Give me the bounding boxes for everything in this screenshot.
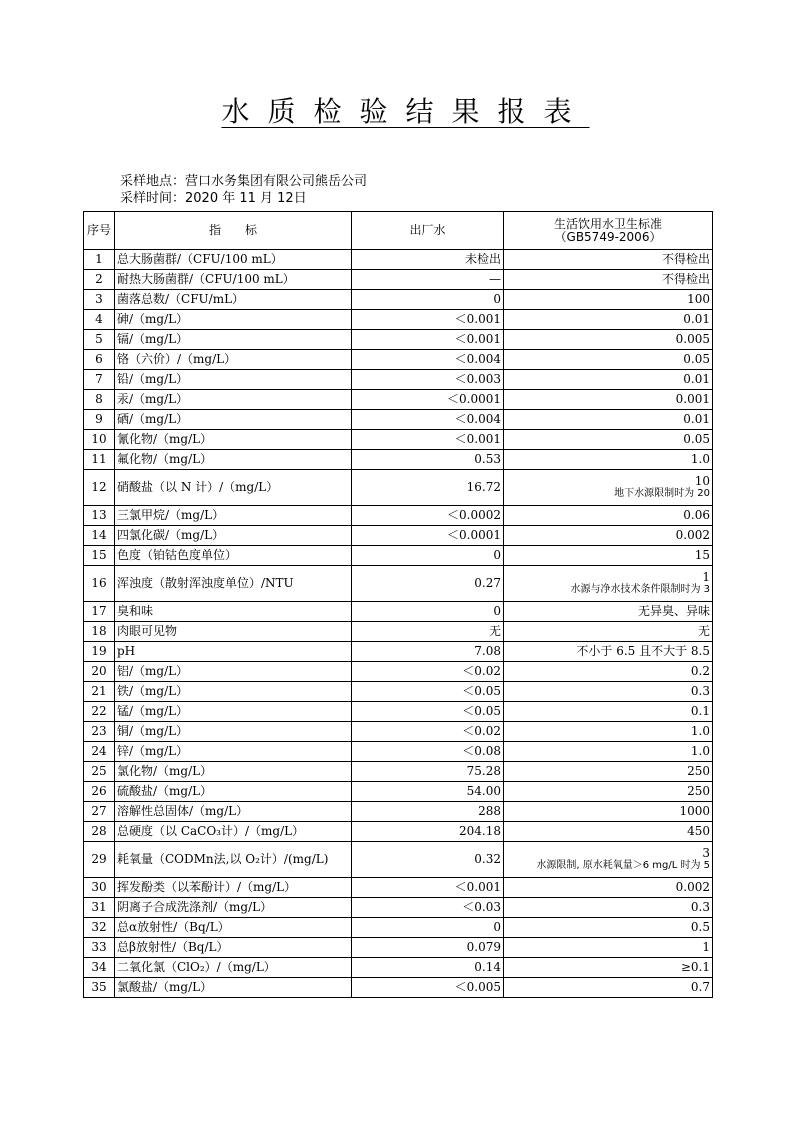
row-indicator: 镉/（mg/L） <box>115 330 352 350</box>
row-standard <box>504 802 713 822</box>
row-standard-value: 0.7 <box>690 980 710 994</box>
table-row <box>84 526 713 546</box>
table-row <box>84 802 713 822</box>
row-number: 8 <box>84 390 115 410</box>
row-indicator: 四氯化碳/（mg/L） <box>115 526 352 546</box>
table-row <box>84 742 713 762</box>
header-indicator: 指 标 <box>115 212 352 250</box>
table-row <box>84 978 713 998</box>
row-standard-value: 0.3 <box>690 684 710 698</box>
table-row <box>84 546 713 566</box>
row-number: 19 <box>84 642 115 662</box>
report-title <box>0 94 793 130</box>
row-number: 5 <box>84 330 115 350</box>
row-number: 30 <box>84 878 115 898</box>
row-number: 28 <box>84 822 115 842</box>
row-indicator: 铁/（mg/L） <box>115 682 352 702</box>
row-outlet-value: ＜0.004 <box>352 410 504 430</box>
row-indicator: 三氯甲烷/（mg/L） <box>115 506 352 526</box>
row-outlet-value: 0.079 <box>352 938 504 958</box>
row-indicator: 锰/（mg/L） <box>115 702 352 722</box>
row-number: 7 <box>84 370 115 390</box>
table-row <box>84 310 713 330</box>
row-standard <box>504 350 713 370</box>
table-row <box>84 470 713 506</box>
row-standard <box>504 602 713 622</box>
row-number: 24 <box>84 742 115 762</box>
row-indicator: 耗氧量（CODMn法,以 O₂计）/(mg/L) <box>115 842 352 878</box>
row-outlet-value: 无 <box>352 622 504 642</box>
row-standard <box>504 702 713 722</box>
row-indicator: 氟化物/（mg/L） <box>115 450 352 470</box>
row-standard <box>504 642 713 662</box>
row-standard-value: 0.5 <box>690 920 710 934</box>
header-seq: 序号 <box>84 212 115 250</box>
row-standard <box>504 566 713 602</box>
row-number: 13 <box>84 506 115 526</box>
row-number: 17 <box>84 602 115 622</box>
row-standard-value: 100 <box>687 292 710 306</box>
row-outlet-value: ＜0.001 <box>352 330 504 350</box>
row-number: 4 <box>84 310 115 330</box>
row-number: 3 <box>84 290 115 310</box>
header-standard <box>504 212 713 250</box>
row-standard <box>504 526 713 546</box>
row-standard-value: 1 <box>702 940 710 954</box>
row-standard-value: 0.06 <box>683 508 710 522</box>
row-standard <box>504 622 713 642</box>
table-row <box>84 958 713 978</box>
row-outlet-value: ＜0.001 <box>352 878 504 898</box>
row-standard <box>504 370 713 390</box>
table-row <box>84 642 713 662</box>
row-outlet-value: — <box>352 270 504 290</box>
table-row <box>84 250 713 270</box>
row-indicator: 总硬度（以 CaCO₃计）/（mg/L） <box>115 822 352 842</box>
row-standard-value: 0.002 <box>675 880 710 894</box>
row-standard-value: 250 <box>687 764 710 778</box>
row-number: 27 <box>84 802 115 822</box>
table-row <box>84 918 713 938</box>
row-outlet-value: 204.18 <box>352 822 504 842</box>
row-indicator: 浑浊度（散射浑浊度单位）/NTU <box>115 566 352 602</box>
row-standard <box>504 822 713 842</box>
row-standard <box>504 330 713 350</box>
row-outlet-value: ＜0.003 <box>352 370 504 390</box>
table-row <box>84 682 713 702</box>
table-row <box>84 602 713 622</box>
row-standard <box>504 742 713 762</box>
row-indicator: 色度（铂钴色度单位） <box>115 546 352 566</box>
table-row <box>84 822 713 842</box>
row-standard-value: 不得检出 <box>661 252 710 266</box>
row-standard-value: 1.0 <box>690 452 710 466</box>
row-indicator: 铅/（mg/L） <box>115 370 352 390</box>
row-standard-value: 0.05 <box>683 352 710 366</box>
row-outlet-value: ＜0.02 <box>352 722 504 742</box>
row-standard-value: 15 <box>694 548 710 562</box>
row-standard <box>504 270 713 290</box>
row-standard-value: 1.0 <box>690 744 710 758</box>
table-row <box>84 430 713 450</box>
row-standard <box>504 410 713 430</box>
row-indicator: 菌落总数/（CFU/mL） <box>115 290 352 310</box>
row-outlet-value: 0.14 <box>352 958 504 978</box>
table-row <box>84 878 713 898</box>
row-indicator: pH <box>115 642 352 662</box>
row-number: 20 <box>84 662 115 682</box>
row-outlet-value: ＜0.001 <box>352 430 504 450</box>
row-indicator: 溶解性总固体/（mg/L） <box>115 802 352 822</box>
row-outlet-value: ＜0.02 <box>352 662 504 682</box>
row-indicator: 耐热大肠菌群/（CFU/100 mL） <box>115 270 352 290</box>
row-indicator: 铝/（mg/L） <box>115 662 352 682</box>
table-row <box>84 290 713 310</box>
row-number: 25 <box>84 762 115 782</box>
row-number: 6 <box>84 350 115 370</box>
row-standard-value: 不得检出 <box>661 272 710 286</box>
row-indicator: 肉眼可见物 <box>115 622 352 642</box>
row-indicator: 总大肠菌群/（CFU/100 mL） <box>115 250 352 270</box>
row-indicator: 臭和味 <box>115 602 352 622</box>
row-indicator: 锌/（mg/L） <box>115 742 352 762</box>
row-indicator: 铬（六价）/（mg/L） <box>115 350 352 370</box>
row-number: 1 <box>84 250 115 270</box>
row-number: 21 <box>84 682 115 702</box>
row-outlet-value: 54.00 <box>352 782 504 802</box>
row-standard-value: 0.01 <box>683 372 710 386</box>
row-standard <box>504 878 713 898</box>
row-number: 33 <box>84 938 115 958</box>
row-standard-value: 不小于 6.5 且不大于 8.5 <box>576 644 710 658</box>
table-row <box>84 898 713 918</box>
table-row <box>84 390 713 410</box>
header-outlet-water: 出厂水 <box>352 212 504 250</box>
row-standard <box>504 762 713 782</box>
row-indicator: 总β放射性/（Bq/L） <box>115 938 352 958</box>
row-outlet-value: ＜0.08 <box>352 742 504 762</box>
row-standard-value: 0.1 <box>690 704 710 718</box>
row-standard <box>504 470 713 506</box>
row-indicator: 氯酸盐/（mg/L） <box>115 978 352 998</box>
row-outlet-value: ＜0.0002 <box>352 506 504 526</box>
results-table <box>83 211 713 998</box>
row-standard-value: 250 <box>687 784 710 798</box>
row-number: 18 <box>84 622 115 642</box>
row-number: 14 <box>84 526 115 546</box>
table-row <box>84 662 713 682</box>
table-row <box>84 370 713 390</box>
row-standard <box>504 958 713 978</box>
table-row <box>84 566 713 602</box>
row-standard <box>504 782 713 802</box>
row-standard-value: 0.005 <box>675 332 710 346</box>
row-outlet-value: 0.53 <box>352 450 504 470</box>
row-outlet-value: ＜0.03 <box>352 898 504 918</box>
row-standard-value: 0.01 <box>683 312 710 326</box>
row-standard-note: 水源与净水技术条件限制时为 3 <box>570 584 710 595</box>
row-standard-value: 3 <box>702 846 710 860</box>
row-standard <box>504 310 713 330</box>
table-row <box>84 450 713 470</box>
row-number: 34 <box>84 958 115 978</box>
row-standard-value: 0.3 <box>690 900 710 914</box>
row-indicator: 总α放射性/（Bq/L） <box>115 918 352 938</box>
row-standard <box>504 450 713 470</box>
row-outlet-value: ＜0.004 <box>352 350 504 370</box>
table-row <box>84 270 713 290</box>
report-title-text: 水质检验结果报表 <box>221 95 590 128</box>
table-row <box>84 350 713 370</box>
row-number: 11 <box>84 450 115 470</box>
row-number: 32 <box>84 918 115 938</box>
row-standard <box>504 978 713 998</box>
row-outlet-value: ＜0.05 <box>352 702 504 722</box>
row-indicator: 铜/（mg/L） <box>115 722 352 742</box>
row-indicator: 挥发酚类（以苯酚计）/（mg/L） <box>115 878 352 898</box>
row-standard <box>504 506 713 526</box>
row-outlet-value: ＜0.0001 <box>352 526 504 546</box>
table-row <box>84 762 713 782</box>
row-standard <box>504 898 713 918</box>
row-standard-value: 1 <box>702 570 710 584</box>
table-row <box>84 722 713 742</box>
row-outlet-value: ＜0.0001 <box>352 390 504 410</box>
row-standard <box>504 290 713 310</box>
row-indicator: 砷/（mg/L） <box>115 310 352 330</box>
row-number: 31 <box>84 898 115 918</box>
row-outlet-value: 75.28 <box>352 762 504 782</box>
row-number: 22 <box>84 702 115 722</box>
sampling-time: 采样时间：2020 年 11 月 12日 <box>120 191 307 206</box>
row-outlet-value: 16.72 <box>352 470 504 506</box>
row-number: 12 <box>84 470 115 506</box>
row-indicator: 二氧化氯（ClO₂）/（mg/L） <box>115 958 352 978</box>
row-outlet-value: 7.08 <box>352 642 504 662</box>
row-indicator: 氰化物/（mg/L） <box>115 430 352 450</box>
row-outlet-value: ＜0.001 <box>352 310 504 330</box>
row-outlet-value: 288 <box>352 802 504 822</box>
row-standard-value: 1000 <box>679 804 710 818</box>
row-number: 23 <box>84 722 115 742</box>
row-standard <box>504 682 713 702</box>
table-row <box>84 702 713 722</box>
row-standard <box>504 842 713 878</box>
row-standard-value: 无异臭、异味 <box>637 604 710 618</box>
row-indicator: 汞/（mg/L） <box>115 390 352 410</box>
row-number: 15 <box>84 546 115 566</box>
row-standard-value: 0.2 <box>690 664 710 678</box>
row-standard-note: 地下水源限制时为 20 <box>614 488 710 499</box>
table-header-row <box>84 212 713 250</box>
row-standard-value: 450 <box>687 824 710 838</box>
table-row <box>84 938 713 958</box>
table-row <box>84 622 713 642</box>
row-number: 10 <box>84 430 115 450</box>
row-standard <box>504 390 713 410</box>
row-standard <box>504 546 713 566</box>
row-outlet-value: 0.27 <box>352 566 504 602</box>
row-number: 35 <box>84 978 115 998</box>
row-outlet-value: 0 <box>352 546 504 566</box>
row-outlet-value: 0 <box>352 602 504 622</box>
row-indicator: 氯化物/（mg/L） <box>115 762 352 782</box>
header-standard-line2: （GB5749-2006） <box>554 229 662 244</box>
row-indicator: 硒/（mg/L） <box>115 410 352 430</box>
row-standard <box>504 722 713 742</box>
header-standard-line1: 生活饮用水卫生标准 <box>553 216 662 231</box>
row-outlet-value: 0.32 <box>352 842 504 878</box>
row-number: 29 <box>84 842 115 878</box>
table-row <box>84 842 713 878</box>
row-standard-value: 0.05 <box>683 432 710 446</box>
row-outlet-value: 0 <box>352 290 504 310</box>
row-standard-value: 10 <box>694 474 710 488</box>
table-row <box>84 330 713 350</box>
table-body <box>84 250 713 998</box>
row-outlet-value: 未检出 <box>352 250 504 270</box>
row-standard <box>504 430 713 450</box>
row-number: 9 <box>84 410 115 430</box>
table-row <box>84 782 713 802</box>
table-row <box>84 410 713 430</box>
row-standard <box>504 250 713 270</box>
sampling-location: 采样地点：营口水务集团有限公司熊岳公司 <box>120 174 368 189</box>
row-standard-value: 无 <box>697 624 710 638</box>
row-outlet-value: ＜0.005 <box>352 978 504 998</box>
row-indicator: 阴离子合成洗涤剂/（mg/L） <box>115 898 352 918</box>
row-standard-value: 1.0 <box>690 724 710 738</box>
row-standard <box>504 918 713 938</box>
row-standard-value: 0.001 <box>675 392 710 406</box>
row-number: 16 <box>84 566 115 602</box>
row-indicator: 硝酸盐（以 N 计）/（mg/L） <box>115 470 352 506</box>
row-standard <box>504 662 713 682</box>
row-number: 2 <box>84 270 115 290</box>
row-standard-value: ≥0.1 <box>680 960 710 974</box>
row-standard-value: 0.002 <box>675 528 710 542</box>
row-standard <box>504 938 713 958</box>
table-row <box>84 506 713 526</box>
row-outlet-value: ＜0.05 <box>352 682 504 702</box>
row-number: 26 <box>84 782 115 802</box>
row-standard-value: 0.01 <box>683 412 710 426</box>
row-standard-note: 水源限制, 原水耗氧量＞6 mg/L 时为 5 <box>536 860 710 871</box>
row-indicator: 硫酸盐/（mg/L） <box>115 782 352 802</box>
row-outlet-value: 0 <box>352 918 504 938</box>
